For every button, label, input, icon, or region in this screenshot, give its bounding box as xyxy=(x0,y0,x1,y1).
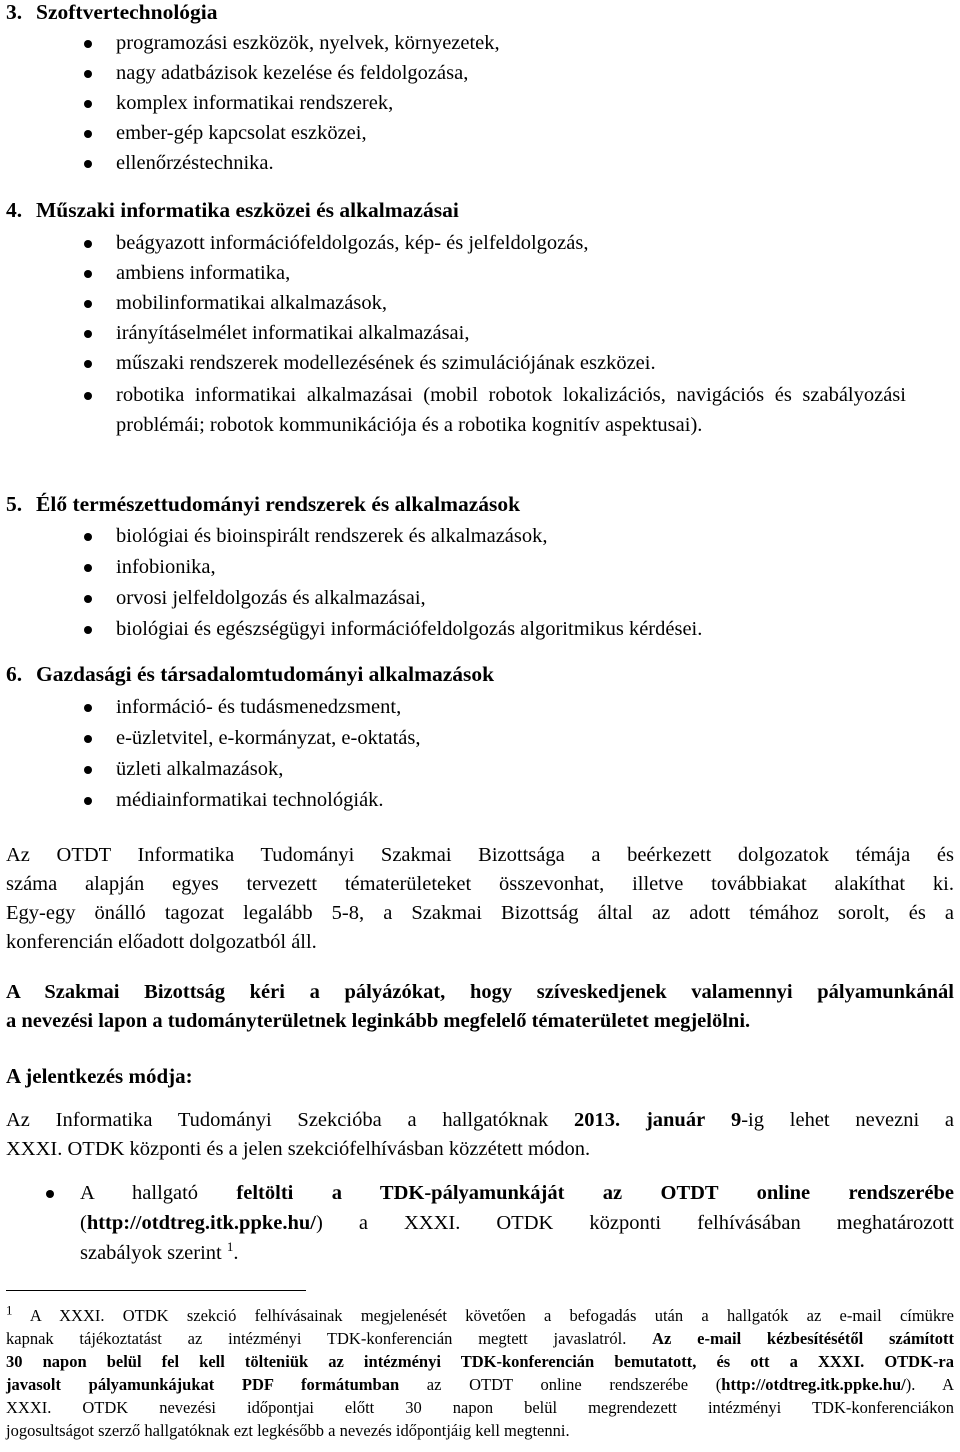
bullet-icon xyxy=(46,1190,54,1198)
bullet-icon xyxy=(84,160,92,168)
bullet-icon xyxy=(84,766,92,774)
bullet-icon xyxy=(84,735,92,743)
footnote-marker: 1 xyxy=(6,1302,13,1318)
bullet-icon xyxy=(84,533,92,541)
bullet-icon xyxy=(84,564,92,572)
section-title: Élő természettudományi rendszerek és alkalmazások xyxy=(36,492,521,516)
bullet-icon xyxy=(84,330,92,338)
footnote: $^1$ A XXXI. OTDK szekció felhívásainak megjelenését követően a befogadás után a hallgatók az e-mail címükre kapnak tájékoztatást az intézményi TDK-konferencián megtett javaslatról. Az e-mail kézbesítésétől számított 30 napon belül fel kell tölteniük az intézményi TDK-konferencián bemutatott, és ott a XXXI. OTDK-ra javasolt pályamunkájukat PDF formátumban az OTDT online rendszerébe (http://otdtreg.itk.ppke.hu/). A XXXI. OTDK nevezési időpontjai előtt 30 napon belül megrendezett intézményi TDK-konferenciákon jogosultságot szerző hallgatóknak ezt legkésőbb a nevezés időpontjáig kell megtenni. xyxy=(6,1302,955,1440)
section-title: Műszaki informatika eszközei és alkalmazásai xyxy=(36,198,459,222)
footnote-link[interactable]: http://otdtreg.itk.ppke.hu/ xyxy=(721,1375,906,1394)
bullet-icon xyxy=(84,595,92,603)
bullet-icon xyxy=(84,797,92,805)
section-5-heading xyxy=(6,492,520,517)
footnote-ref: 1 xyxy=(226,1239,234,1255)
info-paragraph: Az OTDT Informatika Tudományi Szakmai Bizottsága a beérkezett dolgozatok témája és száma alapján egyes tervezett tématerületeket összevonhat, illetve továbbiakat alakíthat ki. Egy-egy önálló tagozat legalább 5-8, a Szakmai Bizottság által az adott témához sorolt, és a konferencián előadott dolgozatból áll. xyxy=(6,844,954,953)
bullet-icon xyxy=(84,240,92,248)
bullet-icon xyxy=(84,704,92,712)
section-number: 6. xyxy=(6,662,23,686)
bullet-icon xyxy=(84,626,92,634)
request-paragraph: A Szakmai Bizottság kéri a pályázókat, hogy szíveskedjenek valamennyi pályamunkánál a nevezési lapon a tudományterületnek leginkább megfelelő tématerületet megjelölni. xyxy=(6,981,954,1032)
section-number: 4. xyxy=(6,198,23,222)
bullet-icon xyxy=(84,360,92,368)
section-number: 3. xyxy=(6,0,23,24)
bullet-icon xyxy=(84,130,92,138)
footnote-divider xyxy=(6,1290,306,1291)
bullet-icon xyxy=(84,70,92,78)
bullet-icon xyxy=(84,270,92,278)
bullet-icon xyxy=(84,300,92,308)
section-4-heading xyxy=(6,198,459,223)
document-page: 3. Szoftvertechnológia programozási eszközök, nyelvek, környezetek, nagy adatbázisok kezelése és feldolgozása, komplex informatikai rendszerek, ember-gép kapcsolat eszközei, ellenőrzéstechnika. 4. Műszaki informatika eszközei és alkalmazásai beágyazott információfeldolgozás, kép- és jelfeldolgozás, ambiens informatika, mobilinformatikai alkalmazások, irányításelmélet informatikai alkalmazásai, műszaki rendszerek modellezésének és szimulációjának eszközei. robotika informatikai alkalmazásai (mobil robotok lokalizációs, navigációs és szabályozási problémái; robotok kommunikációja és a robotika kognitív aspektusai). 5. Élő természettudományi rendszerek és alkalmazások biológiai és bioinspirált rendszerek és alkalmazások, infobionika, orvosi jelfeldolgozás és alkalmazásai, biológiai és egészségügyi információfeldolgozás algoritmikus kérdései. 6. Gazdasági és társadalomtudományi alkalmazások információ- és tudásmenedzsment, e-üzletvitel, e-kormányzat, e-oktatás, üzleti alkalmazások, médiainformatikai technológiák. Az OTDT Informatika Tudományi Szakmai Bizottsága a beérkezett dolgozatok témája és száma alapján egyes tervezett tématerületeket összevonhat, illetve továbbiakat alakíthat ki. Egy-egy önálló tagozat legalább 5-8, a Szakmai Bizottság által az adott témához sorolt, és a konferencián előadott dolgozatból áll. A Szakmai Bizottság kéri a pályázókat, hogy szíveskedjenek valamennyi pályamunkánál a nevezési lapon a tudományterületnek leginkább megfelelő tématerületet megjelölni. A jelentkezés módja: Az Informatika Tudományi Szekcióba a hallgatóknak 2013. január 9-ig lehet nevezni a XXXI. OTDK központi és a jelen szekciófelhívásban közzétett módon. A hallgató feltölti a TDK-pályamunkáját az OTDT online rendszerébe (http://otdtreg.itk.ppke.hu/) a XXXI. OTDK központi felhívásában meghatározott szabályok szerint $^1$. $^1$ A XXXI. OTDK szekció felhívásainak megjelenését követően a befogadás után a hallgatók az e-mail címükre kapnak tájékoztatást az intézményi TDK-konferencián megtett javaslatról. Az e-mail kézbesítésétől számított 30 napon belül fel kell tölteniük az intézményi TDK-konferencián bemutatott, és ott a XXXI. OTDK-ra javasolt pályamunkájukat PDF formátumban az OTDT online rendszerébe (http://otdtreg.itk.ppke.hu/). A XXXI. OTDK nevezési időpontjai előtt 30 napon belül megrendezett intézményi TDK-konferenciákon jogosultságot szerző hallgatóknak ezt legkésőbb a nevezés időpontjáig kell megtenni. xyxy=(6,0,955,1440)
section-6-heading xyxy=(6,662,494,687)
section-3-heading xyxy=(6,0,218,25)
section-title: Gazdasági és társadalomtudományi alkalmazások xyxy=(36,662,495,686)
registration-paragraph: Az Informatika Tudományi Szekcióba a hallgatóknak 2013. január 9-ig lehet nevezni a XXXI. OTDK központi és a jelen szekciófelhívásban közzétett módon. xyxy=(6,1109,955,1160)
bullet-icon xyxy=(84,40,92,48)
registration-heading: A jelentkezés módja: xyxy=(6,1064,193,1088)
bullet-icon xyxy=(84,392,92,400)
bullet-icon xyxy=(84,100,92,108)
section-number: 5. xyxy=(6,492,23,516)
upload-link[interactable]: http://otdtreg.itk.ppke.hu/ xyxy=(86,1212,316,1234)
section-title: Szoftvertechnológia xyxy=(36,0,218,24)
